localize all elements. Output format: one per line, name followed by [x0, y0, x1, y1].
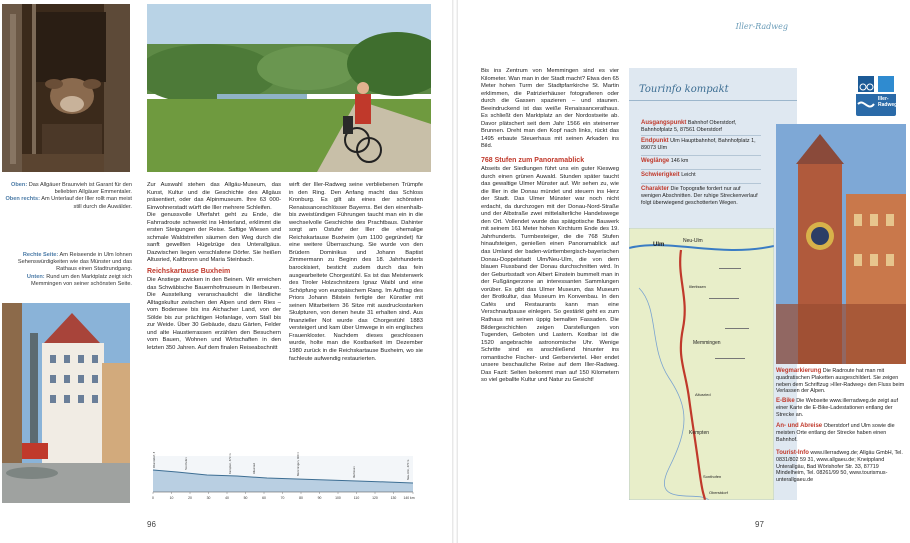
tourinfo-label: Endpunkt — [641, 138, 669, 144]
info-text: Oberstdorf und Ulm sowie die meisten Orte entlang der Strecke haben einen Bahnhof. — [776, 423, 895, 443]
profile-tick-label: 140 km — [403, 496, 415, 500]
divider — [629, 100, 797, 101]
info-wegmarkierung — [776, 368, 906, 395]
book-gutter — [452, 0, 458, 543]
map-place-neu-ulm: Neu-Ulm — [683, 238, 703, 244]
text-column-2 — [289, 182, 423, 363]
tourinfo-row — [641, 120, 761, 134]
profile-tick-label: 90 — [317, 496, 322, 500]
profile-place-label: Memmingen, 600 m — [296, 452, 300, 476]
map-place-illertissen: Illertissen — [689, 284, 706, 289]
info-text: www.illerradweg.de; Allgäu GmbH, Tel. 0831/802 59 31, www.allgaeu.de; Kneippland Unterallgäu, Bad Wörishofer Str. 33, 87719 Mindelheim, Tel. 08261/99 50, www.tourismus-unterallgaeu.de — [776, 450, 903, 484]
profile-tick-label: 50 — [243, 496, 248, 500]
profile-tick-label: 40 — [225, 496, 229, 500]
profile-tick-label: 120 — [372, 496, 378, 500]
profile-tick-label: 130 — [390, 496, 397, 500]
profile-tick-label: 60 — [262, 496, 266, 500]
profile-tick-label: 30 — [206, 496, 211, 500]
paragraph: Zur Auswahl stehen das Allgäu-Museum, das Kunst, Kultur und die Geschichte des Allgäus präsentiert, oder das Alpinmuseum. Ihre 63 000-Einwohnerstadt würft die Iller mehrere Schleifen. — [147, 182, 281, 211]
paragraph: Die genussvolle Uferfahrt geht zu Ende, die Fahrradroute schwenkt ins Hinterland, erklimmt die ersten Steigungen der Reise. Saftige Wiesen und schmale Waldstreifen säumen den Weg durch die sanft gewellten Hügelzüge des Unterallgäus. Dazwischen liegen verschlafene Dörfer. Sie heißen Altusried, Kaltbronn und Maria Steinbach. — [147, 212, 281, 264]
profile-tick-label: 70 — [280, 496, 285, 500]
caption-text-unten: Rund um den Marktplatz zeigt sich Memmingen von seiner schönsten Seite. — [30, 273, 132, 287]
section-heading: Reichskartause Buxheim — [147, 268, 231, 276]
profile-tick-label: 80 — [299, 496, 303, 500]
profile-place-label: Altusried — [252, 463, 256, 474]
profile-place-label: Illertissen — [352, 466, 356, 478]
text-column-1 — [147, 182, 281, 352]
profile-place-label: Kempten, 673 m — [228, 453, 232, 474]
caption-label-unten: Unten: — [26, 273, 45, 280]
divider — [641, 155, 761, 156]
profile-tick-label: 110 — [353, 496, 360, 500]
info-label: Wegmarkierung — [776, 368, 822, 374]
profile-place-label: Neu-Ulm, 470 m — [406, 459, 410, 480]
tourinfo-row — [641, 158, 761, 165]
paragraph: Abseits der Siedlungen führt uns ein guter Kiesweg durch einen grünen Auwald. Stunden später taucht das gewaltige Ulmer Münster auf. Wir sehen zu, wie die Iller in die Donau mündet und steuern ins Herz der Stadt. Das Ulmer Münster war noch nicht erdacht, da durchzogen mit der Donau-Nord-Straße und der Albstraße zwei mittelalterliche Handelswege den Ort. Vollendet wurde das spätgotische Bauwerk mit seinem 161 Meter hohen Kirchturm Ende des 19. Jahrhunderts. Turmbesteiger, die die 768 Stufen hinaufsteigen, genießen einen Panoramablick auf das Umland der baden-württembergisch-bayerischen Donau-Doppelstadt Ulm/Neu-Ulm, die von dem blauen Flussband der Donau durchschnitten wird. In der Geburtsstadt von Albert Einstein bummelt man in der Fußgängerzone an interessanten Sammlungen vorüber. Es gibt das Ulmer Museum, das Museum der Brotkultur, das Museum im Konvenbau. In den Cafés und Restaurants kann man eine Verschnaufpause einlegen. So gestärkt geht es zum Rathaus mit seinen üppig bemalten Fassaden. Die Bildergeschichten zeigen Darstellungen von Tugenden, Geboten und Lastern. Kostbar ist die 1520 angebrachte astronomische Uhr. Wenige Schritte sind es anschließend hinunter ins romantische Fischer- und Gerberviertel. Hier endet unsere beschauliche Reise auf dem Iller-Radweg. Das Fazit: Selten bekommt man auf 150 Kilometern so viel geballte Kultur und Natur zu Gesicht! — [481, 166, 619, 384]
map-place-altusried: Altusried — [695, 392, 711, 397]
tourinfo-text: Ulm Hauptbahnhof, Bahnhofplatz 1, 89073 Ulm — [641, 138, 756, 151]
profile-place-label: Sonthofen — [184, 457, 188, 470]
caption-label-oben: Oben: — [11, 182, 28, 188]
caption-bottom — [2, 252, 132, 288]
tourinfo-row — [641, 172, 761, 179]
tourinfo-row — [641, 138, 761, 152]
caption-text-oben-rechts: Am Unterlauf der Iller rollt man meist still durch die Auwälder. — [41, 196, 132, 210]
tourinfo-text: 146 km — [670, 158, 689, 164]
running-header: Iller-Radweg — [735, 22, 788, 31]
caption-top — [2, 182, 132, 211]
section-heading: 768 Stufen zum Panoramablick — [481, 157, 585, 165]
iller-radweg-logo — [856, 74, 896, 116]
info-label: Tourist-Info — [776, 450, 809, 456]
profile-tick-label: 10 — [169, 496, 174, 500]
divider — [641, 169, 761, 170]
photo-cow-barn — [2, 4, 130, 172]
page-number-right: 97 — [755, 520, 764, 529]
caption-text-rechte: Am Reiseende in Ulm lohnen Sehenswürdigkeiten wie das Münster und das Rathaus einen Stadtrundgang. — [17, 252, 132, 273]
info-text: Die Webseite www.illerradweg.de zeigt auf einer Karte die E-Bike-Ladestationen entlang der Strecke an. — [776, 398, 898, 418]
elevation-profile — [147, 452, 419, 504]
caption-label-rechte: Rechte Seite: — [22, 252, 59, 258]
map-place-sonthofen: Sonthofen — [703, 474, 722, 479]
info-tourist-info — [776, 450, 906, 484]
route-map — [629, 228, 774, 500]
info-label: An- und Abreise — [776, 423, 823, 429]
info-label: E-Bike — [776, 398, 795, 404]
photo-cyclist-river — [147, 4, 431, 172]
tourinfo-label: Charakter — [641, 186, 670, 192]
divider — [641, 183, 761, 184]
map-place-ulm: Ulm — [653, 242, 665, 248]
tourinfo-row — [641, 186, 761, 206]
info-ebike — [776, 398, 906, 418]
map-place-memmingen: Memmingen — [693, 340, 721, 346]
tourinfo-label: Weglänge — [641, 158, 670, 164]
paragraph: Bis ins Zentrum von Memmingen sind es vier Kilometer. Wan man in der Stadt macht? Etwa den 65 Meter hohen Turm der Stadtpfarrkirche St. Martin erklimmen, die Patrizierhäuser fotografieren oder durch die Gassen spazieren – und staunen. Beeindruckend ist das weiße Renaissancerathaus. Es schließt den Marktplatz an der Nordostseite ab. Davor plätschert seit dem Jahr 1566 ein steinerner Brunnen. Dreht man den Kopf nach links, rückt das 1495 erbaute Steuerhaus mit seinen Arkaden ins Bild. — [481, 68, 619, 150]
caption-label-oben-rechts: Oben rechts: — [5, 196, 40, 203]
info-text: Die Radroute hat man mit quadratischen Plaketten ausgeschildert. Sie zeigen neben dem Schriftzug »Iller-Radweg« den Fluss beim Verlassen der Alpen. — [776, 368, 905, 395]
photo-ulm-town-hall — [776, 124, 906, 364]
photo-memmingen-square — [2, 303, 130, 503]
profile-tick-label: 100 — [335, 496, 341, 500]
profile-tick-label: 0 — [152, 496, 154, 500]
info-anreise — [776, 423, 906, 443]
divider — [641, 135, 761, 136]
map-place-oberstdorf: Oberstdorf — [709, 490, 728, 495]
tourinfo-text: Leicht — [681, 172, 696, 178]
tourinfo-box — [629, 68, 797, 500]
tourinfo-label: Schwierigkeit — [641, 172, 680, 178]
profile-place-label: Oberstdorf, 813 m — [152, 452, 156, 468]
tourinfo-label: Ausgangspunkt — [641, 120, 687, 126]
paragraph: Die Anstiege zwicken in den Beinen. Wir erreichen das Schwäbische Bauernhofmuseum in Illerbeuren. Die Ausstellung veranschaulicht die ländliche Alltagskultur zwischen den Alpen und dem Ries – vom Bodensee bis ins Aichacher Land, von der Sölde bis zur prächtigen Hofanlage, vom Stall bis zur Weide. Über 30 Gebäude, dazu Gärten, Felder und alte Haustierrassen erzählen den Besuchern vom Bauen, Wohnen und Wirtschaften in den letzten 350 Jahren. Auf dem finalen Reiseabschnitt — [147, 277, 281, 351]
text-column-3 — [481, 68, 619, 385]
map-place-kempten: Kempten — [689, 430, 710, 436]
logo-label: Iller-Radweg — [878, 96, 898, 108]
page-number-left: 96 — [147, 520, 156, 529]
profile-tick-label: 20 — [188, 496, 192, 500]
tourinfo-title: Tourinfo kompakt — [639, 84, 729, 95]
tourinfo-text: Die Topografie fordert nur auf wenigen Abschnitten. Der ruhige Streckenverlauf folgt überwiegend geschotterten Wegen. — [641, 186, 758, 206]
caption-text-oben: Das Allgäuer Braunvieh ist Garant für den beliebten Allgäuer Emmentaler. — [28, 182, 132, 196]
paragraph: wirft der Iller-Radweg seine verbliebenen Trümpfe in den Ring. Den Anfang macht das Schloss Kronburg. Es gilt als eines der schönsten Renaissanceschlösser Bayerns. Bei den einenhalb- bis zweistündigen Führungen taucht man ein in die wechselvolle Geschichte des Prachtbaus. Dahinter sorgt am Ostufer der Iller die ehemalige Reichskartause Buxheim (um 1100 gegründet) für eine weitere Überraschung. Sie wurde von den Brüdern Dominikus und Johann Baptist Zimmermann zu Beginn des 18. Jahrhunderts barockisiert, besticht zudem durch das fein ausgearbeitete Chorgestühl. Es ist das Meisterwerk des Tiroler Holzschnitzers Ignaz Waibl und eine Schöpfung von europäischem Rang. Im Auftrag des Priors Johann Bilstein fertigte der Künstler mit seinen Mitarbeitern 36 Sitze mit ausdrucksstarken Skulpturen, von denen heute 31 erhalten sind. Aus finanzieller Not wurde das Chorgestühl 1883 versteigert und kam über Umwege in ein englisches Frauenkloster. Nachdem dieses geschlossen wurde, holte man die Kostbarkeit im Dezember 1980 zurück in die Reichskartause Buxheim, wo sie fachleute aufwendig restaurierten. — [289, 182, 423, 362]
tourinfo-text: Bahnhof Oberstdorf, Bahnhofplatz 5, 87561 Oberstdorf — [641, 120, 737, 133]
